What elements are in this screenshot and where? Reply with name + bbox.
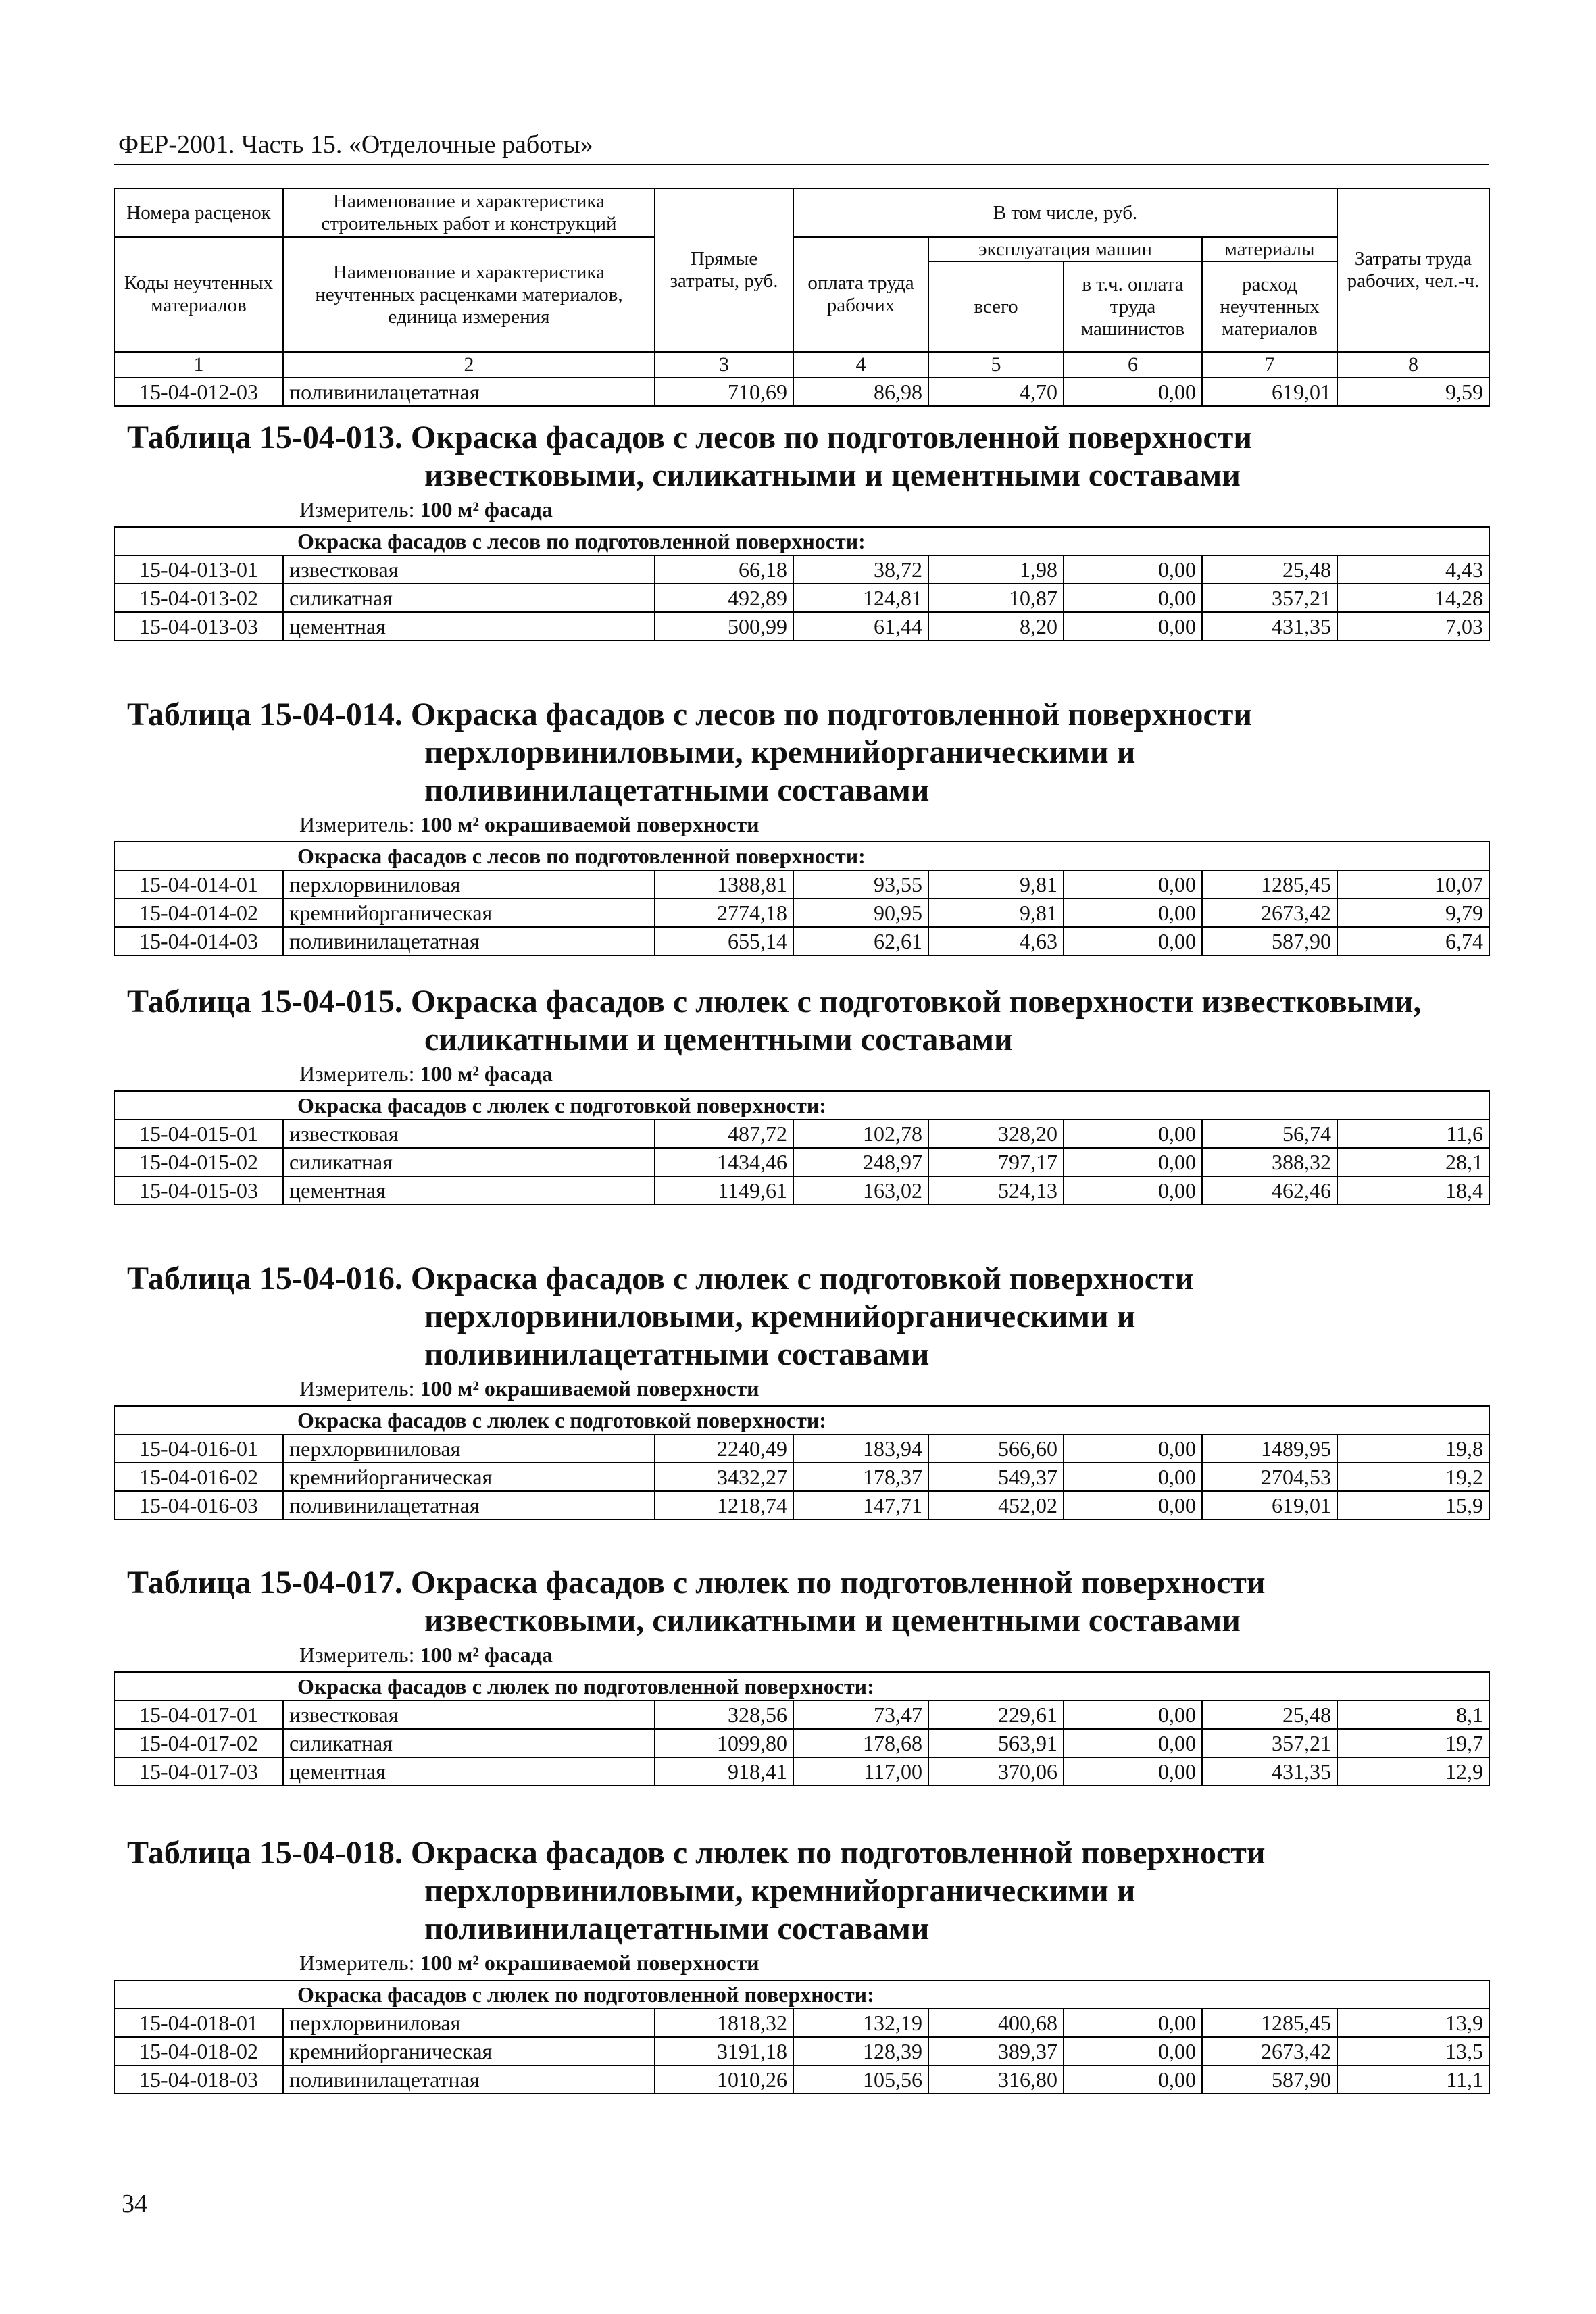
value-cell: 0,00 bbox=[1064, 612, 1202, 640]
col-number: 1 bbox=[114, 352, 283, 378]
value-cell: 178,37 bbox=[793, 1463, 928, 1491]
rate-table bbox=[114, 1671, 1490, 1786]
value-cell: 500,99 bbox=[655, 612, 793, 640]
table-row bbox=[114, 2009, 1489, 2037]
meter-value: 100 м² фасада bbox=[420, 1642, 553, 1667]
col-number: 2 bbox=[283, 352, 655, 378]
value-cell: 0,00 bbox=[1064, 2037, 1202, 2065]
value-cell: 452,02 bbox=[928, 1491, 1064, 1519]
col-number: 3 bbox=[655, 352, 793, 378]
value-cell: 3191,18 bbox=[655, 2037, 793, 2065]
value-cell: 566,60 bbox=[928, 1434, 1064, 1463]
value-cell: 619,01 bbox=[1202, 378, 1337, 406]
table-row bbox=[114, 1434, 1489, 1463]
table-title-line: поливинилацетатными составами bbox=[424, 1336, 930, 1372]
table-row bbox=[114, 612, 1489, 640]
value-cell: 25,48 bbox=[1202, 555, 1337, 584]
rate-table bbox=[114, 1980, 1490, 2094]
rate-code: 15-04-017-03 bbox=[114, 1757, 283, 1786]
value-cell: 178,68 bbox=[793, 1729, 928, 1757]
value-cell: 105,56 bbox=[793, 2065, 928, 2094]
value-cell: 124,81 bbox=[793, 584, 928, 612]
table-row bbox=[114, 1729, 1489, 1757]
value-cell: 431,35 bbox=[1202, 1757, 1337, 1786]
value-cell: 248,97 bbox=[793, 1148, 928, 1176]
value-cell: 8,20 bbox=[928, 612, 1064, 640]
value-cell: 0,00 bbox=[1064, 1434, 1202, 1463]
value-cell: 132,19 bbox=[793, 2009, 928, 2037]
table-title-line: перхлорвиниловыми, кремнийорганическими и bbox=[424, 734, 1136, 770]
value-cell: 563,91 bbox=[928, 1729, 1064, 1757]
value-cell: 66,18 bbox=[655, 555, 793, 584]
value-cell: 4,63 bbox=[928, 927, 1064, 955]
table-title bbox=[127, 983, 1489, 1059]
rate-table-section bbox=[114, 419, 1489, 641]
value-cell: 128,39 bbox=[793, 2037, 928, 2065]
value-cell: 19,7 bbox=[1337, 1729, 1489, 1757]
table-title-line: перхлорвиниловыми, кремнийорганическими и bbox=[424, 1873, 1136, 1909]
value-cell: 370,06 bbox=[928, 1757, 1064, 1786]
col-number: 7 bbox=[1202, 352, 1337, 378]
value-cell: 1388,81 bbox=[655, 870, 793, 899]
meter-value: 100 м² окрашиваемой поверхности bbox=[420, 1951, 759, 1975]
rate-table-section bbox=[114, 1260, 1489, 1520]
col-unaccounted-materials: расход неучтенных материалов bbox=[1202, 261, 1337, 352]
value-cell: 357,21 bbox=[1202, 584, 1337, 612]
rate-code: 15-04-012-03 bbox=[114, 378, 283, 406]
rate-name: перхлорвиниловая bbox=[283, 1434, 655, 1463]
table-row bbox=[114, 899, 1489, 927]
rate-name: кремнийорганическая bbox=[283, 1463, 655, 1491]
table-row bbox=[114, 1491, 1489, 1519]
value-cell: 6,74 bbox=[1337, 927, 1489, 955]
value-cell: 328,56 bbox=[655, 1701, 793, 1729]
rate-name: известковая bbox=[283, 1120, 655, 1148]
rate-code: 15-04-017-01 bbox=[114, 1701, 283, 1729]
value-cell: 1218,74 bbox=[655, 1491, 793, 1519]
rate-code: 15-04-017-02 bbox=[114, 1729, 283, 1757]
col-materials: материалы bbox=[1202, 237, 1337, 261]
value-cell: 587,90 bbox=[1202, 927, 1337, 955]
value-cell: 316,80 bbox=[928, 2065, 1064, 2094]
value-cell: 0,00 bbox=[1064, 1176, 1202, 1205]
meter-label: Измеритель: bbox=[299, 1376, 415, 1401]
value-cell: 0,00 bbox=[1064, 899, 1202, 927]
col-machinist-wages: в т.ч. оплата труда машинистов bbox=[1064, 261, 1202, 352]
value-cell: 0,00 bbox=[1064, 1463, 1202, 1491]
table-title-line: Таблица 15-04-013. Окраска фасадов с лесов по подготовленной поверхности bbox=[127, 420, 1253, 455]
value-cell: 1,98 bbox=[928, 555, 1064, 584]
rate-code: 15-04-018-03 bbox=[114, 2065, 283, 2094]
value-cell: 15,9 bbox=[1337, 1491, 1489, 1519]
rate-code: 15-04-015-03 bbox=[114, 1176, 283, 1205]
value-cell: 86,98 bbox=[793, 378, 928, 406]
table-row bbox=[114, 1701, 1489, 1729]
meter-label: Измеритель: bbox=[299, 812, 415, 836]
table-row bbox=[114, 1757, 1489, 1786]
value-cell: 0,00 bbox=[1064, 2065, 1202, 2094]
table-meter bbox=[299, 1951, 1489, 1976]
table-title-line: Таблица 15-04-015. Окраска фасадов с люлек с подготовкой поверхности известковыми, bbox=[127, 984, 1422, 1020]
value-cell: 13,9 bbox=[1337, 2009, 1489, 2037]
rate-code: 15-04-013-01 bbox=[114, 555, 283, 584]
value-cell: 9,81 bbox=[928, 870, 1064, 899]
table-meter bbox=[299, 1061, 1489, 1086]
table-title-line: Таблица 15-04-016. Окраска фасадов с люлек с подготовкой поверхности bbox=[127, 1261, 1194, 1297]
value-cell: 0,00 bbox=[1064, 1701, 1202, 1729]
value-cell: 918,41 bbox=[655, 1757, 793, 1786]
value-cell: 11,6 bbox=[1337, 1120, 1489, 1148]
rate-table bbox=[114, 526, 1490, 641]
value-cell: 18,4 bbox=[1337, 1176, 1489, 1205]
value-cell: 587,90 bbox=[1202, 2065, 1337, 2094]
table-meter bbox=[299, 1376, 1489, 1401]
rate-name: перхлорвиниловая bbox=[283, 870, 655, 899]
rate-name: силикатная bbox=[283, 1148, 655, 1176]
header-rule bbox=[114, 164, 1489, 165]
rate-table bbox=[114, 1405, 1490, 1520]
value-cell: 0,00 bbox=[1064, 870, 1202, 899]
col-number: 5 bbox=[928, 352, 1064, 378]
meter-label: Измеритель: bbox=[299, 1951, 415, 1975]
rate-name: кремнийорганическая bbox=[283, 2037, 655, 2065]
rate-name: известковая bbox=[283, 555, 655, 584]
rate-code: 15-04-015-02 bbox=[114, 1148, 283, 1176]
table-row bbox=[114, 1463, 1489, 1491]
value-cell: 0,00 bbox=[1064, 1729, 1202, 1757]
table-meter bbox=[299, 497, 1489, 522]
value-cell: 357,21 bbox=[1202, 1729, 1337, 1757]
value-cell: 117,00 bbox=[793, 1757, 928, 1786]
value-cell: 4,70 bbox=[928, 378, 1064, 406]
rate-table bbox=[114, 1090, 1490, 1205]
meter-label: Измеритель: bbox=[299, 1061, 415, 1086]
rate-name: цементная bbox=[283, 1176, 655, 1205]
value-cell: 61,44 bbox=[793, 612, 928, 640]
rate-name: поливинилацетатная bbox=[283, 1491, 655, 1519]
rate-table-section bbox=[114, 1564, 1489, 1786]
page-number: 34 bbox=[122, 2190, 147, 2218]
rate-code: 15-04-016-01 bbox=[114, 1434, 283, 1463]
value-cell: 0,00 bbox=[1064, 2009, 1202, 2037]
table-row bbox=[114, 584, 1489, 612]
rate-code: 15-04-016-03 bbox=[114, 1491, 283, 1519]
meter-value: 100 м² окрашиваемой поверхности bbox=[420, 1376, 759, 1401]
value-cell: 62,61 bbox=[793, 927, 928, 955]
meter-label: Измеритель: bbox=[299, 1642, 415, 1667]
meter-value: 100 м² окрашиваемой поверхности bbox=[420, 812, 759, 836]
value-cell: 147,71 bbox=[793, 1491, 928, 1519]
value-cell: 1818,32 bbox=[655, 2009, 793, 2037]
value-cell: 0,00 bbox=[1064, 1757, 1202, 1786]
rate-name: известковая bbox=[283, 1701, 655, 1729]
table-row bbox=[114, 1176, 1489, 1205]
table-meter bbox=[299, 1642, 1489, 1667]
value-cell: 1434,46 bbox=[655, 1148, 793, 1176]
rate-name: кремнийорганическая bbox=[283, 899, 655, 927]
value-cell: 0,00 bbox=[1064, 555, 1202, 584]
table-title-line: Таблица 15-04-017. Окраска фасадов с люлек по подготовленной поверхности bbox=[127, 1565, 1266, 1601]
table-title-line: перхлорвиниловыми, кремнийорганическими и bbox=[424, 1299, 1136, 1334]
table-title-line: силикатными и цементными составами bbox=[424, 1022, 1013, 1057]
value-cell: 25,48 bbox=[1202, 1701, 1337, 1729]
value-cell: 492,89 bbox=[655, 584, 793, 612]
value-cell: 8,1 bbox=[1337, 1701, 1489, 1729]
rate-code: 15-04-013-02 bbox=[114, 584, 283, 612]
value-cell: 73,47 bbox=[793, 1701, 928, 1729]
table-title bbox=[127, 1260, 1489, 1374]
value-cell: 0,00 bbox=[1064, 1120, 1202, 1148]
table-title-line: поливинилацетатными составами bbox=[424, 772, 930, 808]
value-cell: 0,00 bbox=[1064, 378, 1202, 406]
table-row bbox=[114, 2065, 1489, 2094]
table-subtitle: Окраска фасадов с люлек с подготовкой поверхности: bbox=[114, 1091, 1489, 1120]
value-cell: 229,61 bbox=[928, 1701, 1064, 1729]
col-labor: Затраты труда рабочих, чел.-ч. bbox=[1337, 188, 1489, 352]
value-cell: 1285,45 bbox=[1202, 2009, 1337, 2037]
rate-name: поливинилацетатная bbox=[283, 927, 655, 955]
value-cell: 1285,45 bbox=[1202, 870, 1337, 899]
value-cell: 0,00 bbox=[1064, 927, 1202, 955]
table-row bbox=[114, 1148, 1489, 1176]
value-cell: 487,72 bbox=[655, 1120, 793, 1148]
value-cell: 2240,49 bbox=[655, 1434, 793, 1463]
value-cell: 9,79 bbox=[1337, 899, 1489, 927]
value-cell: 0,00 bbox=[1064, 584, 1202, 612]
value-cell: 9,59 bbox=[1337, 378, 1489, 406]
col-including: В том числе, руб. bbox=[793, 188, 1337, 237]
col-number: 4 bbox=[793, 352, 928, 378]
table-subtitle: Окраска фасадов с люлек с подготовкой поверхности: bbox=[114, 1406, 1489, 1434]
table-row bbox=[114, 555, 1489, 584]
col-material-name: Наименование и характеристика неучтенных расценками материалов, единица измерения bbox=[283, 237, 655, 352]
value-cell: 13,5 bbox=[1337, 2037, 1489, 2065]
table-title-line: поливинилацетатными составами bbox=[424, 1911, 930, 1946]
table-row bbox=[114, 927, 1489, 955]
value-cell: 19,2 bbox=[1337, 1463, 1489, 1491]
rate-code: 15-04-014-02 bbox=[114, 899, 283, 927]
value-cell: 2704,53 bbox=[1202, 1463, 1337, 1491]
table-row bbox=[114, 1120, 1489, 1148]
value-cell: 328,20 bbox=[928, 1120, 1064, 1148]
meter-value: 100 м² фасада bbox=[420, 497, 553, 522]
value-cell: 183,94 bbox=[793, 1434, 928, 1463]
rate-name: поливинилацетатная bbox=[283, 2065, 655, 2094]
value-cell: 655,14 bbox=[655, 927, 793, 955]
table-subtitle: Окраска фасадов с лесов по подготовленной поверхности: bbox=[114, 842, 1489, 870]
rate-code: 15-04-014-01 bbox=[114, 870, 283, 899]
col-number: 6 bbox=[1064, 352, 1202, 378]
meter-label: Измеритель: bbox=[299, 497, 415, 522]
value-cell: 38,72 bbox=[793, 555, 928, 584]
table-title bbox=[127, 696, 1489, 809]
value-cell: 462,46 bbox=[1202, 1176, 1337, 1205]
rate-code: 15-04-015-01 bbox=[114, 1120, 283, 1148]
col-machines: эксплуатация машин bbox=[928, 237, 1202, 261]
value-cell: 14,28 bbox=[1337, 584, 1489, 612]
rate-table-section bbox=[114, 1834, 1489, 2094]
table-row bbox=[114, 2037, 1489, 2065]
rate-code: 15-04-016-02 bbox=[114, 1463, 283, 1491]
rate-table-section bbox=[114, 696, 1489, 956]
table-title bbox=[127, 1834, 1489, 1948]
value-cell: 549,37 bbox=[928, 1463, 1064, 1491]
value-cell: 4,43 bbox=[1337, 555, 1489, 584]
value-cell: 797,17 bbox=[928, 1148, 1064, 1176]
rate-name: перхлорвиниловая bbox=[283, 2009, 655, 2037]
value-cell: 93,55 bbox=[793, 870, 928, 899]
value-cell: 2774,18 bbox=[655, 899, 793, 927]
table-title-line: известковыми, силикатными и цементными составами bbox=[424, 457, 1241, 493]
value-cell: 163,02 bbox=[793, 1176, 928, 1205]
col-work-name: Наименование и характеристика строительных работ и конструкций bbox=[283, 188, 655, 237]
rate-name: цементная bbox=[283, 1757, 655, 1786]
value-cell: 1099,80 bbox=[655, 1729, 793, 1757]
table-row bbox=[114, 870, 1489, 899]
value-cell: 12,9 bbox=[1337, 1757, 1489, 1786]
meter-value: 100 м² фасада bbox=[420, 1061, 553, 1086]
value-cell: 56,74 bbox=[1202, 1120, 1337, 1148]
table-title-line: известковыми, силикатными и цементными составами bbox=[424, 1603, 1241, 1638]
rate-name: силикатная bbox=[283, 1729, 655, 1757]
rate-code: 15-04-014-03 bbox=[114, 927, 283, 955]
table-title bbox=[127, 419, 1489, 495]
header-table bbox=[114, 188, 1489, 407]
rate-name: силикатная bbox=[283, 584, 655, 612]
rate-name: цементная bbox=[283, 612, 655, 640]
col-direct-costs: Прямые затраты, руб. bbox=[655, 188, 793, 352]
value-cell: 0,00 bbox=[1064, 1491, 1202, 1519]
value-cell: 524,13 bbox=[928, 1176, 1064, 1205]
table-title-line: Таблица 15-04-018. Окраска фасадов с люлек по подготовленной поверхности bbox=[127, 1835, 1266, 1871]
rate-code: 15-04-018-01 bbox=[114, 2009, 283, 2037]
table-title bbox=[127, 1564, 1489, 1640]
value-cell: 2673,42 bbox=[1202, 899, 1337, 927]
value-cell: 10,07 bbox=[1337, 870, 1489, 899]
value-cell: 400,68 bbox=[928, 2009, 1064, 2037]
value-cell: 10,87 bbox=[928, 584, 1064, 612]
value-cell: 389,37 bbox=[928, 2037, 1064, 2065]
col-number: 8 bbox=[1337, 352, 1489, 378]
value-cell: 1149,61 bbox=[655, 1176, 793, 1205]
value-cell: 2673,42 bbox=[1202, 2037, 1337, 2065]
page-header: ФЕР-2001. Часть 15. «Отделочные работы» bbox=[118, 130, 593, 159]
rate-name: поливинилацетатная bbox=[283, 378, 655, 406]
value-cell: 619,01 bbox=[1202, 1491, 1337, 1519]
rate-table-section bbox=[114, 983, 1489, 1205]
value-cell: 9,81 bbox=[928, 899, 1064, 927]
value-cell: 0,00 bbox=[1064, 1148, 1202, 1176]
value-cell: 11,1 bbox=[1337, 2065, 1489, 2094]
col-machines-total: всего bbox=[928, 261, 1064, 352]
rate-table bbox=[114, 841, 1490, 956]
value-cell: 3432,27 bbox=[655, 1463, 793, 1491]
rate-code: 15-04-013-03 bbox=[114, 612, 283, 640]
rate-code: 15-04-018-02 bbox=[114, 2037, 283, 2065]
col-wages: оплата труда рабочих bbox=[793, 237, 928, 352]
col-rate-numbers: Номера расценок bbox=[114, 188, 283, 237]
value-cell: 388,32 bbox=[1202, 1148, 1337, 1176]
value-cell: 7,03 bbox=[1337, 612, 1489, 640]
table-subtitle: Окраска фасадов с люлек по подготовленной поверхности: bbox=[114, 1980, 1489, 2009]
table-row bbox=[114, 378, 1489, 406]
value-cell: 90,95 bbox=[793, 899, 928, 927]
col-material-codes: Коды неучтенных материалов bbox=[114, 237, 283, 352]
value-cell: 1010,26 bbox=[655, 2065, 793, 2094]
value-cell: 28,1 bbox=[1337, 1148, 1489, 1176]
table-subtitle: Окраска фасадов с люлек по подготовленной поверхности: bbox=[114, 1672, 1489, 1701]
table-meter bbox=[299, 812, 1489, 837]
table-subtitle: Окраска фасадов с лесов по подготовленной поверхности: bbox=[114, 527, 1489, 555]
value-cell: 102,78 bbox=[793, 1120, 928, 1148]
table-title-line: Таблица 15-04-014. Окраска фасадов с лесов по подготовленной поверхности bbox=[127, 697, 1253, 732]
value-cell: 710,69 bbox=[655, 378, 793, 406]
value-cell: 19,8 bbox=[1337, 1434, 1489, 1463]
value-cell: 431,35 bbox=[1202, 612, 1337, 640]
value-cell: 1489,95 bbox=[1202, 1434, 1337, 1463]
